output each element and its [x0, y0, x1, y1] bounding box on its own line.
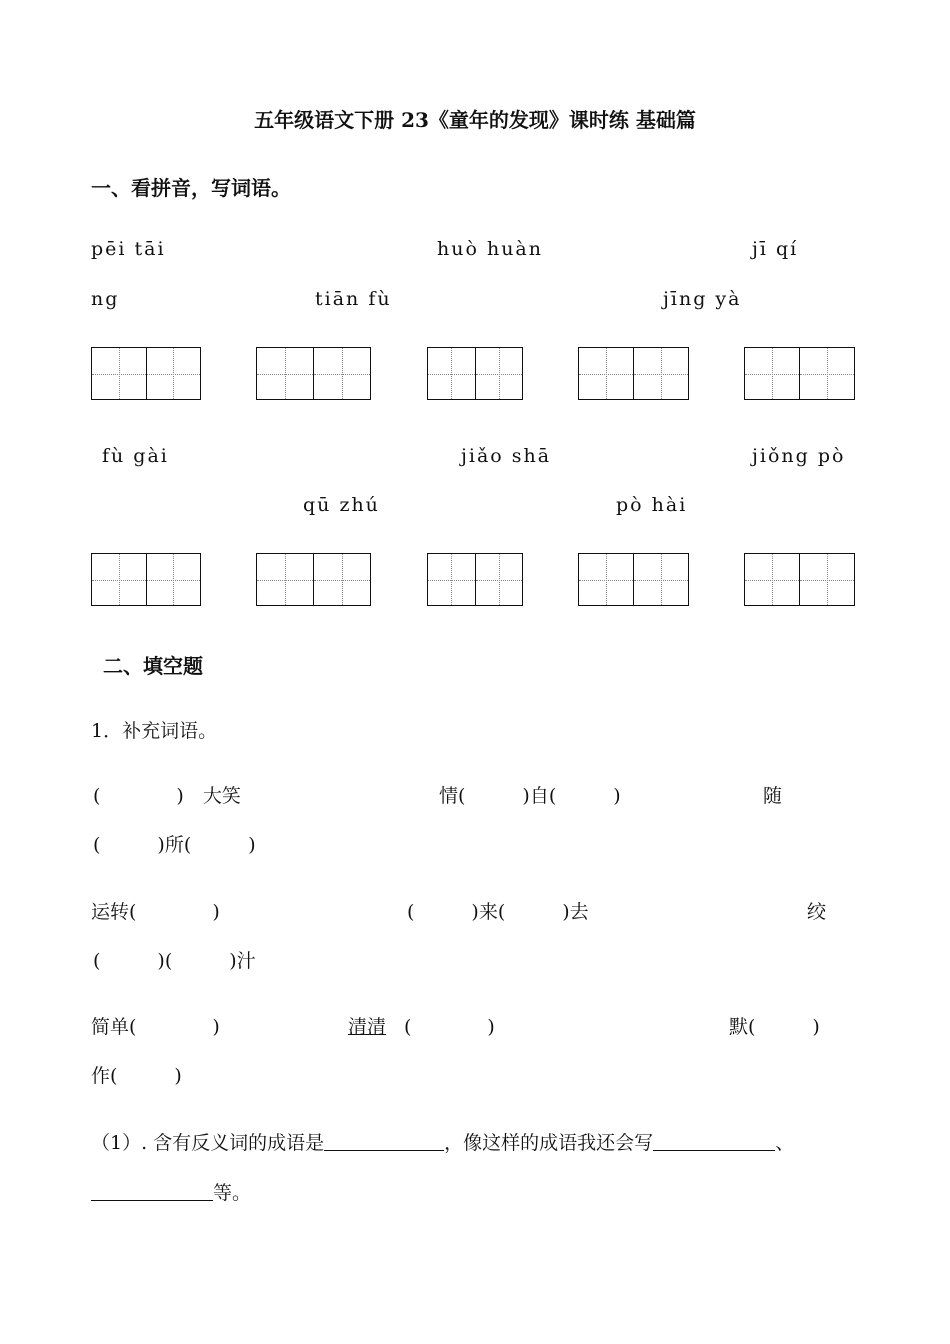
idiom-blank[interactable]: ( )( )汁 [93, 950, 256, 972]
answer-blank[interactable] [324, 1132, 444, 1151]
idiom-blank[interactable]: ( ) 大笑 [93, 785, 241, 807]
idiom-blank[interactable]: 绞 [807, 901, 827, 923]
writing-box[interactable] [578, 553, 689, 606]
writing-box[interactable] [744, 553, 855, 606]
sub-question-text: 等。 [213, 1182, 252, 1204]
idiom-blank[interactable]: ( ) [404, 1016, 495, 1038]
pinyin-1: pēi tāi [91, 238, 166, 260]
section-1-heading: 一、看拼音，写词语。 [91, 176, 291, 200]
sub-question-text: ，像这样的成语我还会写 [444, 1132, 654, 1154]
writing-box[interactable] [256, 553, 371, 606]
idiom-blank[interactable]: 作( ) [91, 1065, 182, 1087]
pinyin-8: jiǒng pò [752, 445, 846, 467]
idiom-blank[interactable]: ( )所( ) [93, 834, 256, 856]
writing-box[interactable] [427, 553, 523, 606]
idiom-blank[interactable]: 简单( ) [91, 1016, 220, 1038]
page-title: 五年级语文下册 23《童年的发现》课时练 基础篇 [254, 108, 696, 132]
sub-question-text: 、 [775, 1132, 795, 1154]
pinyin-4: tiān fù [315, 288, 392, 310]
writing-box[interactable] [256, 347, 371, 400]
pinyin-10: pò hài [616, 494, 688, 516]
pinyin-6: fù gài [102, 445, 169, 467]
sub-question-1 [91, 1128, 794, 1155]
answer-blank[interactable] [653, 1132, 775, 1151]
section-2-heading: 二、填空题 [103, 654, 203, 678]
underlined-word: 清清 [348, 1016, 387, 1038]
idiom-blank[interactable]: ( )来( )去 [407, 901, 589, 923]
sub-question-text: （1）. 含有反义词的成语是 [91, 1132, 325, 1154]
sub-question-1-cont [91, 1178, 251, 1205]
idiom-blank[interactable]: 运转( ) [91, 901, 220, 923]
idiom-blank[interactable]: 随 [763, 785, 783, 807]
pinyin-3: jī qí [752, 238, 799, 260]
question-1-label: 1．补充词语。 [91, 720, 218, 742]
answer-blank[interactable] [91, 1182, 213, 1201]
idiom-blank[interactable]: 情( )自( ) [439, 785, 621, 807]
pinyin-2: huò huàn [437, 238, 543, 260]
pinyin-7: jiǎo shā [461, 445, 552, 467]
writing-box[interactable] [91, 553, 201, 606]
pinyin-5: jīng yà [663, 288, 742, 310]
idiom-blank[interactable]: 默( ) [729, 1016, 820, 1038]
pinyin-9: qū zhú [303, 494, 380, 516]
writing-box[interactable] [427, 347, 523, 400]
pinyin-3-wrap: ng [91, 288, 120, 310]
writing-box[interactable] [744, 347, 855, 400]
writing-box[interactable] [578, 347, 689, 400]
writing-box[interactable] [91, 347, 201, 400]
